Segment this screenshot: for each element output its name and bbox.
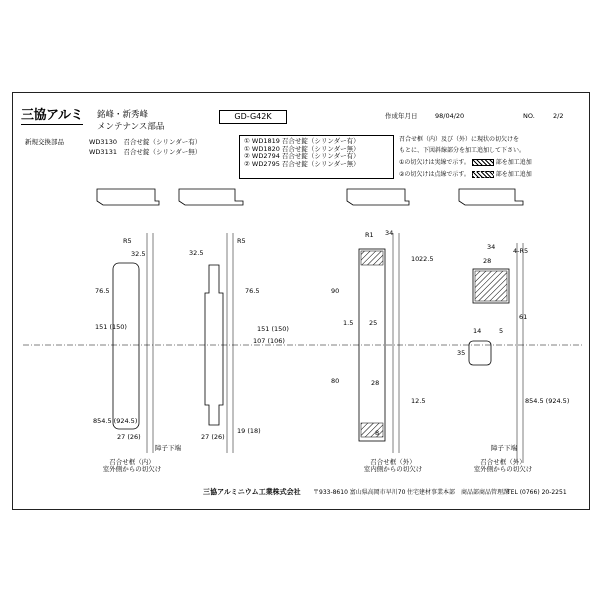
footer-tel: TEL (0766) 20-2251 — [507, 489, 567, 496]
dim-label: 27 (26) — [117, 433, 141, 441]
dim-label: 151 (150) — [95, 323, 127, 331]
page-label: NO. — [523, 112, 535, 120]
dim-label: 854.5 (924.5) — [525, 397, 570, 405]
caption-middle: 召合せ框（外） 室内側からの切欠け — [363, 458, 423, 473]
dim-label: 32.5 — [189, 249, 204, 257]
part-row: WD3130 召合せ錠（シリンダー有） — [89, 138, 202, 146]
dim-label: 25 — [369, 319, 378, 327]
dim-label: R1 — [365, 231, 374, 239]
dim-label: 1.5 — [343, 319, 354, 327]
footer-dept: 住宅建材事業本部 商品部商品管理課 — [407, 489, 510, 496]
note-line: ②の切欠けは点線で示す。 部を加工追加 — [399, 171, 532, 178]
dim-label: 854.5 (924.5) — [93, 417, 138, 425]
dim-label: R5 — [237, 237, 246, 245]
caption-right: 召合せ框（外） 室外側からの切欠け — [473, 458, 533, 473]
hatch-detail — [475, 271, 507, 301]
dim-label: 4-R5 — [513, 247, 529, 255]
detail-hole — [469, 341, 491, 365]
dim-label: 19 (18) — [237, 427, 261, 435]
dim-label: 80 — [331, 377, 340, 385]
page-value: 2/2 — [553, 112, 564, 120]
hatch-top — [361, 251, 383, 265]
dim-label: 76.5 — [95, 287, 110, 295]
ref-row: ② WD2795 召合せ錠（シリンダー無） — [244, 159, 360, 168]
dim-label: 14 — [473, 327, 482, 335]
part-row: WD3131 召合せ錠（シリンダー無） — [89, 147, 202, 156]
profile-section-4 — [459, 189, 523, 205]
dim-label: 10 — [411, 255, 420, 263]
caption-left: 召合せ框（内） 室外側からの切欠け — [102, 458, 162, 473]
dim-label: 32.5 — [131, 250, 146, 258]
sash-bottom-label: 障子下端 — [491, 444, 517, 452]
cutout-left — [113, 263, 139, 429]
footer-address: 〒933-8610 富山県高岡市早川70 — [313, 489, 406, 496]
date-label: 作成年月日 — [385, 112, 418, 120]
ref-row: ② WD2794 召合せ錠（シリンダー有） — [244, 152, 360, 160]
hatch-bottom — [361, 423, 383, 437]
drawing-sheet — [12, 92, 590, 510]
dim-label: 5 — [499, 327, 504, 335]
sash-bottom-label: 障子下端 — [155, 444, 181, 452]
profile-section-1 — [97, 189, 159, 205]
dim-label: 76.5 — [245, 287, 260, 295]
dim-label: 27 (26) — [201, 433, 225, 441]
dim-label: 28 — [483, 257, 492, 265]
note-line: もとに、下図斜線部分を加工追加して下さい。 — [399, 147, 526, 154]
note-line: 召合せ框（内）及び（外）に現状の切欠けを — [399, 136, 520, 143]
dim-label: 34 — [385, 229, 394, 237]
dim-label: 22.5 — [419, 255, 434, 263]
company-logo: 三協アルミ — [21, 108, 83, 123]
drawing-number: GD-G42K — [219, 110, 287, 124]
parts-header: 新規交換部品 — [25, 138, 64, 146]
title-line1: 銘峰・新秀峰 — [97, 110, 149, 120]
dim-label: R5 — [123, 237, 132, 245]
dim-label: 35 — [457, 349, 466, 357]
dim-label: 12.5 — [411, 397, 426, 405]
dim-label: 34 — [487, 243, 496, 251]
dim-label: 61 — [519, 313, 528, 321]
profile-section-3 — [347, 189, 409, 205]
company-name: 三協アルミニウム工業株式会社 — [203, 488, 301, 496]
ref-row: ① WD1819 召合せ錠（シリンダー有） — [244, 137, 360, 145]
dim-label: 151 (150) — [257, 325, 289, 333]
note-line: ①の切欠けは実線で示す。 部を加工追加 — [399, 159, 532, 166]
dim-label: 28 — [371, 379, 380, 387]
dim-label: 107 (106) — [253, 337, 285, 345]
date-value: 98/04/20 — [435, 112, 465, 120]
dim-label: 8 — [375, 429, 380, 437]
title-line2: メンテナンス部品 — [97, 122, 165, 132]
profile-section-2 — [179, 189, 243, 205]
dim-label: 90 — [331, 287, 340, 295]
ref-row: ① WD1820 召合せ錠（シリンダー無） — [244, 144, 360, 153]
